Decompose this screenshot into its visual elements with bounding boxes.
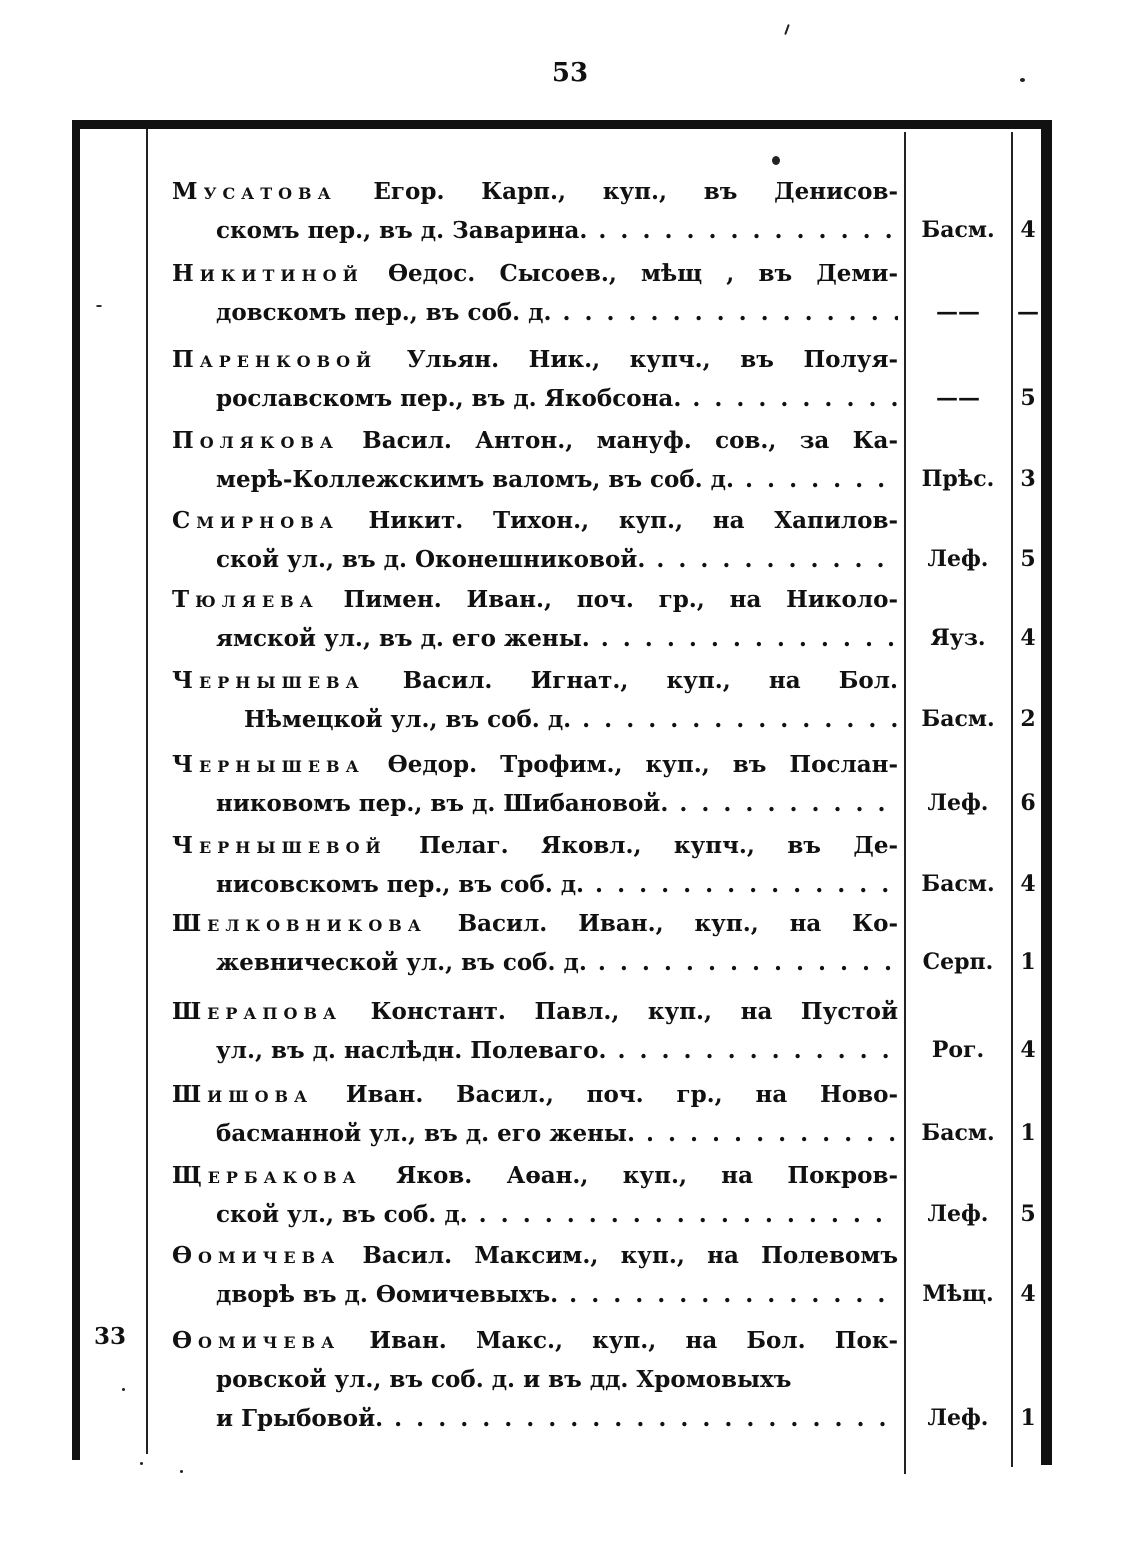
entry-number: 1: [1020, 1405, 1036, 1431]
ink-speck: [772, 156, 780, 165]
ink-speck: [122, 1388, 125, 1391]
entry-details: Никит. Тихон., куп., на Хапилов-: [368, 507, 898, 534]
entry-line-2: жевнической ул., въ соб. д. . . .: [172, 943, 898, 982]
entry-number: 1: [1020, 1120, 1036, 1146]
entry-text: [172, 904, 898, 982]
entry-details: Яков. Аөан., куп., на Покров-: [396, 1162, 898, 1189]
directory-entry: [150, 661, 1036, 739]
directory-entry: [150, 904, 1036, 982]
margin-number: 33: [94, 1323, 127, 1350]
ink-speck: [1020, 78, 1025, 82]
entry-surname: Смирнова: [172, 507, 339, 534]
entry-number: 6: [1020, 790, 1036, 816]
entry-line-2: ямской ул., въ д. его жены. . . .: [172, 619, 898, 658]
entry-number: 5: [1020, 546, 1036, 572]
frame-left-rule: [72, 120, 80, 1460]
directory-entry: [150, 1156, 1036, 1234]
entry-line-1: [172, 421, 898, 460]
entry-district: Леф.: [927, 546, 989, 572]
entry-line-1: [172, 340, 898, 379]
entry-text: [172, 340, 898, 418]
page-number: 53: [551, 58, 589, 88]
entry-text: [172, 580, 898, 658]
entry-line-2: ской ул., въ соб. д. . . .: [172, 1195, 898, 1234]
entry-surname: Мусатова: [172, 178, 337, 205]
entry-details: Пелаг. Яковл., купч., въ Де-: [419, 832, 898, 859]
entry-details: Васил. Антон., мануф. сов., за Ка-: [362, 427, 898, 454]
entry-details: Егор. Карп., куп., въ Денисов-: [373, 178, 899, 205]
entry-line-3: и Грыбовой. . . .: [172, 1399, 898, 1438]
entry-number: 4: [1020, 217, 1036, 243]
entry-number: 2: [1020, 706, 1036, 732]
entry-number: 4: [1020, 1281, 1036, 1307]
entry-details: Иван. Макс., куп., на Бол. Пок-: [369, 1327, 898, 1354]
entry-district: Басм.: [921, 1120, 995, 1146]
entry-line-2: мерѣ-Коллежскимъ валомъ, въ соб. д. . . .: [172, 460, 898, 499]
directory-entry: [150, 1321, 1036, 1438]
entry-line-1: [172, 904, 898, 943]
entry-surname: Никитиной: [172, 260, 364, 287]
directory-entry: [150, 580, 1036, 658]
entry-line-1: [172, 992, 898, 1031]
entry-surname: Өомичева: [172, 1327, 341, 1354]
entry-details: Васил. Игнат., куп., на Бол.: [402, 667, 898, 694]
entry-surname: Шерапова: [172, 998, 343, 1025]
entry-surname: Өомичева: [172, 1242, 341, 1269]
entry-details: Васил. Максим., куп., на Полевомъ: [362, 1242, 898, 1269]
entry-line-1: [172, 1156, 898, 1195]
entry-number: 4: [1020, 871, 1036, 897]
entry-line-2: довскомъ пер., въ соб. д. . . .: [172, 293, 898, 332]
entry-district: Басм.: [921, 217, 995, 243]
entry-surname: Чернышева: [172, 667, 365, 694]
entry-surname: Шишова: [172, 1081, 314, 1108]
entry-district: Басм.: [921, 871, 995, 897]
entry-text: [172, 992, 898, 1070]
entry-district: Леф.: [927, 1201, 989, 1227]
entry-number: 4: [1020, 625, 1036, 651]
entry-number: 1: [1020, 949, 1036, 975]
entry-district: Серп.: [922, 949, 994, 975]
entry-text: [172, 254, 898, 332]
entry-details: Иван. Васил., поч. гр., на Ново-: [345, 1081, 898, 1108]
entry-district: Рог.: [931, 1037, 985, 1063]
entry-district: Леф.: [927, 1405, 989, 1431]
frame-top-rule: [78, 120, 1050, 129]
directory-entry: [150, 340, 1036, 418]
directory-entry: [150, 421, 1036, 499]
entry-line-1: [172, 1075, 898, 1114]
entry-surname: Полякова: [172, 427, 339, 454]
entry-line-2: ровской ул., въ соб. д. и въ дд. Хромовыхъ: [216, 1366, 792, 1393]
entry-line-2: никовомъ пер., въ д. Шибановой. . . .: [172, 784, 898, 823]
entry-district: Яуз.: [930, 625, 986, 651]
entry-district: Басм.: [921, 706, 995, 732]
entry-line-1: [172, 254, 898, 293]
entry-surname: Шелковникова: [172, 910, 427, 937]
entry-text: [172, 501, 898, 579]
entry-surname: Щербакова: [172, 1162, 362, 1189]
entry-text: [172, 421, 898, 499]
entry-number: —: [1017, 299, 1039, 325]
entry-line-1: [172, 1321, 898, 1360]
entry-line-1: [172, 661, 898, 700]
entry-surname: Тюляева: [172, 586, 319, 613]
entry-line-2: ул., въ д. наслѣдн. Полеваго. . . .: [172, 1031, 898, 1070]
directory-entry: [150, 745, 1036, 823]
entry-line-1: [172, 172, 898, 211]
entry-line-2: ской ул., въ д. Оконешниковой. . . .: [172, 540, 898, 579]
entry-line-1: [172, 1236, 898, 1275]
entry-line-1: [172, 580, 898, 619]
directory-entry: [150, 172, 1036, 250]
entry-surname: Чернышевой: [172, 832, 387, 859]
entry-line-2: дворѣ въ д. Өомичевыхъ. . . .: [172, 1275, 898, 1314]
entry-number: 3: [1020, 466, 1036, 492]
entry-line-2: рославскомъ пер., въ д. Якобсона. . . .: [172, 379, 898, 418]
ink-speck: [784, 24, 790, 35]
margin-column-rule: [146, 129, 148, 1454]
directory-entry: [150, 826, 1036, 904]
entry-text: [172, 1236, 898, 1314]
entry-district: Мѣщ.: [922, 1281, 994, 1307]
entry-text: [172, 1156, 898, 1234]
entry-text: [172, 661, 898, 739]
entry-line-2: скомъ пер., въ д. Заварина. . . .: [172, 211, 898, 250]
entry-surname: Чернышева: [172, 751, 365, 778]
entry-surname: Паренковой: [172, 346, 378, 373]
directory-entry: [150, 1075, 1036, 1153]
entry-details: Васил. Иван., куп., на Ко-: [457, 910, 898, 937]
entry-number: 5: [1020, 1201, 1036, 1227]
entry-line-1: [172, 501, 898, 540]
entry-details: Пимен. Иван., поч. гр., на Николо-: [343, 586, 898, 613]
entry-line-2: Нѣмецкой ул., въ соб. д. . . .: [172, 700, 898, 739]
entry-text: [172, 1321, 898, 1438]
entry-details: Өедор. Трофим., куп., въ Послан-: [387, 751, 898, 778]
ink-speck: [96, 305, 102, 307]
entry-district: Леф.: [927, 790, 989, 816]
entry-text: [172, 826, 898, 904]
entry-number: 4: [1020, 1037, 1036, 1063]
ink-speck: [180, 1470, 183, 1473]
entry-number: 5: [1020, 385, 1036, 411]
directory-entry: [150, 992, 1036, 1070]
entry-line-2: нисовскомъ пер., въ соб. д. . . .: [172, 865, 898, 904]
directory-entry: [150, 254, 1039, 332]
directory-entry: [150, 501, 1036, 579]
entry-line-1: [172, 826, 898, 865]
entry-details: Констант. Павл., куп., на Пустой: [370, 998, 899, 1025]
directory-entry: [150, 1236, 1036, 1314]
entry-details: Ульян. Ник., купч., въ Полуя-: [406, 346, 899, 373]
entry-text: [172, 172, 898, 250]
entry-district: ——: [936, 299, 980, 325]
entry-text: [172, 745, 898, 823]
ink-speck: [140, 1462, 143, 1465]
entry-district: ——: [936, 385, 980, 411]
entry-line-2: басманной ул., въ д. его жены. . . .: [172, 1114, 898, 1153]
entry-line-1: [172, 745, 898, 784]
entry-district: Прѣс.: [921, 466, 995, 492]
entry-text: [172, 1075, 898, 1153]
entry-details: Өедос. Сысоев., мѣщ , въ Деми-: [387, 260, 899, 287]
